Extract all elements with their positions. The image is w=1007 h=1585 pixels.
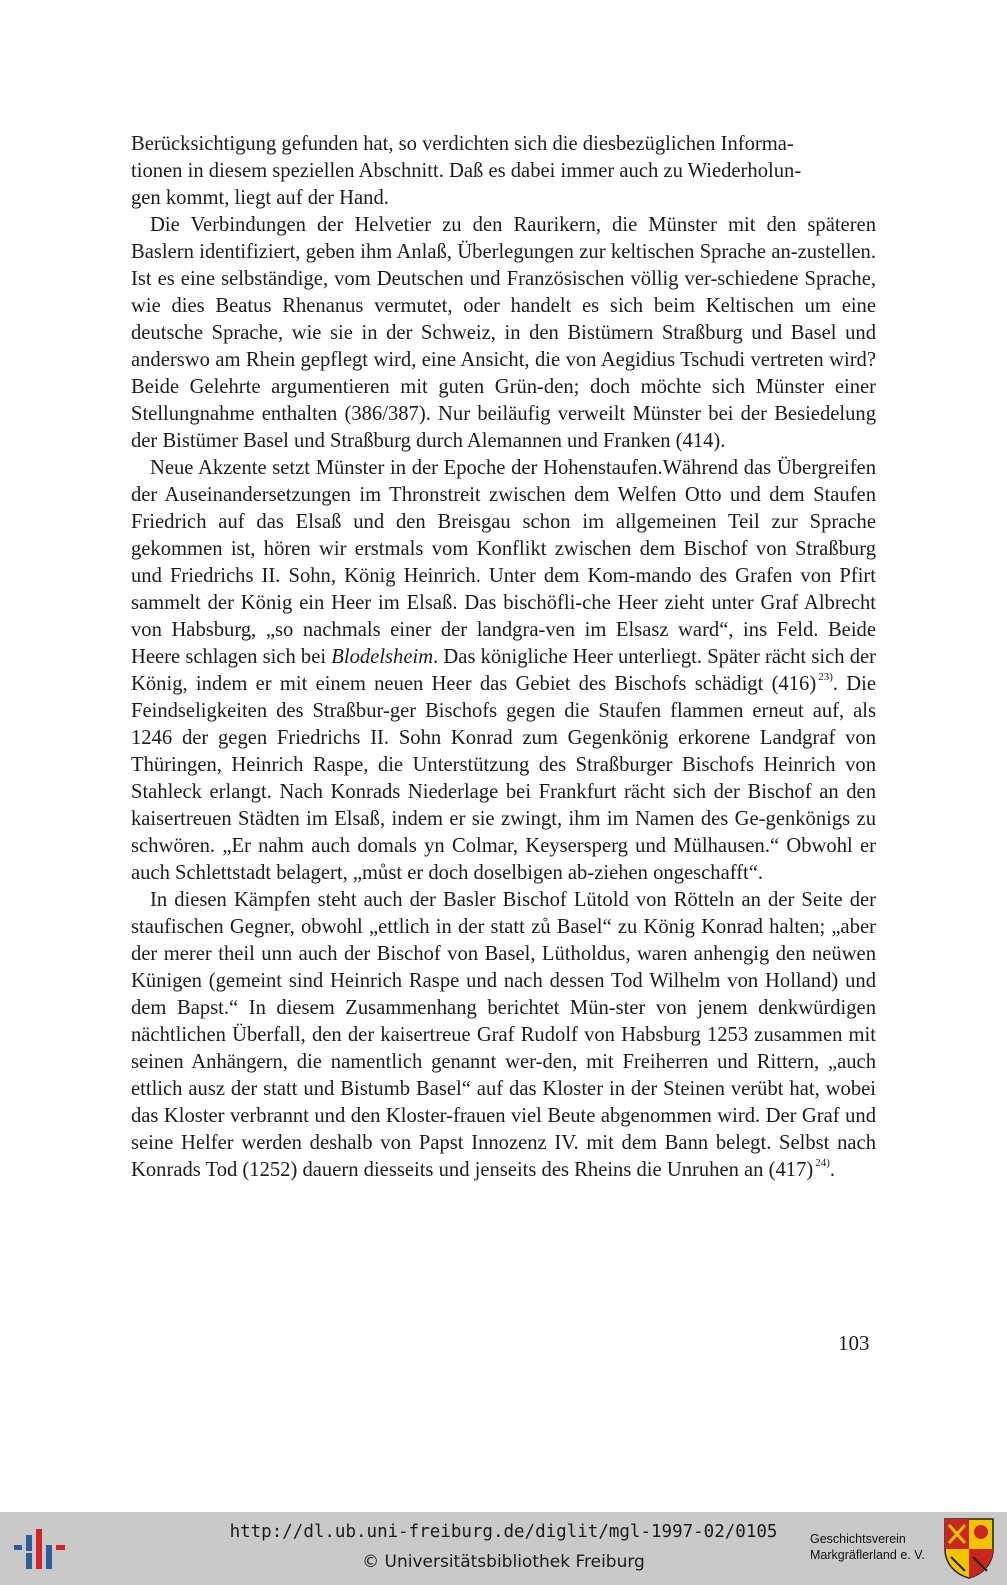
text-segment: Neue Akzente setzt Münster in der Epoche der Hohenstaufen.Während das Übergreifen der Auseinandersetzungen im Thronstreit zwischen dem Welfen Otto und dem Staufen Friedrich auf das Elsaß und den Breisgau schon im allgemeinen Teil zur Sprache gekommen ist, hören wir erstmals vom Konflikt zwischen dem Bischof von Straßburg und Friedrichs II. Sohn, König Heinrich. Unter dem Kom-mando des Grafen von Pfirt sammelt der König ein Heer im Elsaß. Das bischöfli-che Heer zieht unter Graf Albrecht von Habsburg, „so nachmals einer der landgra-ven im Elsasz ward“, ins Feld. Beide Heere schlagen sich bei (131, 457, 876, 668)
body-text (131, 131, 876, 1184)
text-segment: In diesen Kämpfen steht auch der Basler Bischof Lütold von Rötteln an der Seite der staufischen Gegner, obwohl „ettlich in der statt zů Basel“ zu König Konrad halten; „aber der merer theil unn auch der Bischof von Basel, Lütholdus, waren anhengig den neüwen Künigen (gemeint sind Heinrich Raspe und nach dessen Tod Wilhelm von Holland) und dem Bapst.“ In diesem Zusammenhang berichtet Mün-ster von jenem denkwürdigen nächtlichen Überfall, den der kaisertreue Graf Rudolf von Habsburg 1253 zusammen mit seinen Anhängern, die namentlich genannt wer-den, mit Freiherren und Rittern, „auch ettlich ausz der statt und Bistumb Basel“ auf das Kloster in der Steinen verübt hat, wobei das Kloster verbrannt und den Kloster-frauen viel Beute abgenommen wird. Der Graf und seine Helfer werden deshalb von Papst Innozenz IV. mit dem Bann belegt. Selbst nach Konrads Tod (1252) dauern diesseits und jenseits des Rheins die Unruhen an (417) (131, 889, 876, 1181)
society-name-line1: Geschichtsverein (810, 1532, 906, 1546)
text-segment: . Das königliche Heer unterliegt. Später rächt sich der König, indem er mit einem neuen Heer das Gebiet des Bischofs schädigt (416) (131, 646, 876, 695)
text-segment: Die Verbindungen der Helvetier zu den Raurikern, die Münster mit den späteren Baslern identifiziert, geben ihm Anlaß, Überlegungen zur keltischen Sprache an-zustellen. Ist es eine selbständige, vom Deutschen und Französischen völlig ver-schiedene Sprache, wie dies Beatus Rhenanus vermutet, oder handelt es sich beim Keltischen um eine deutsche Sprache, wie sie in der Schweiz, in den Bistümern Straßburg und Basel und anderswo am Rhein gepflegt wird, eine Ansicht, die von Aegidius Tschudi vertreten wird? Beide Gelehrte argumentieren mit guten Grün-den; doch möchte sich Münster einer Stellungnahme enthalten (386/387). Nur beiläufig verweilt Münster bei der Besiedelung der Bistümer Basel und Straßburg durch Alemannen und Franken (414). (131, 214, 876, 452)
footer-url-link[interactable]: http://dl.ub.uni-freiburg.de/diglit/mgl-1997-02/0105 (229, 1522, 778, 1542)
text-segment: Berücksichtigung gefunden hat, so verdichten sich die diesbezüglichen Informa- (131, 133, 794, 155)
society-name (810, 1531, 940, 1563)
coat-of-arms-icon (943, 1517, 995, 1579)
society-name-line2: Markgräflerland e. V. (810, 1548, 925, 1562)
paragraph (131, 131, 876, 212)
text-segment: tionen in diesem speziellen Abschnitt. Daß es dabei immer auch zu Wiederholun- (131, 160, 802, 182)
footer-copyright: © Universitätsbibliothek Freiburg (362, 1552, 645, 1572)
paragraph (131, 887, 876, 1184)
page-number: 103 (838, 1331, 870, 1355)
text-segment: . Die Feindseligkeiten des Straßbur-ger Bischofs gegen die Staufen flammen erneut auf, als 1246 der gegen Friedrichs II. Sohn Konrad zum Gegenkönig erkorene Landgraf von Thüringen, Heinrich Raspe, die Unterstützung des Straßburger Bischofs Heinrich von Stahleck erlangt. Nach Konrads Niederlage bei Frankfurt rächt sich der Bischof an den kaisertreuen Städten im Elsaß, indem er sie zwingt, ihm im Namen des Ge-genkönigs zu schwören. „Er nahm auch domals yn Colmar, Keysersperg und Mülhausen.“ Obwohl er auch Schlettstadt belagert, „můst er doch doselbigen ab-ziehen ongeschafft“. (131, 673, 876, 884)
italic-placename: Blodelsheim (331, 646, 434, 668)
text-segment: . (829, 1159, 836, 1181)
paragraph (131, 212, 876, 455)
footnote-marker: 24) (815, 1157, 830, 1170)
text-segment: gen kommt, liegt auf der Hand. (131, 187, 389, 209)
footnote-marker: 23) (818, 671, 833, 684)
paragraph (131, 455, 876, 887)
